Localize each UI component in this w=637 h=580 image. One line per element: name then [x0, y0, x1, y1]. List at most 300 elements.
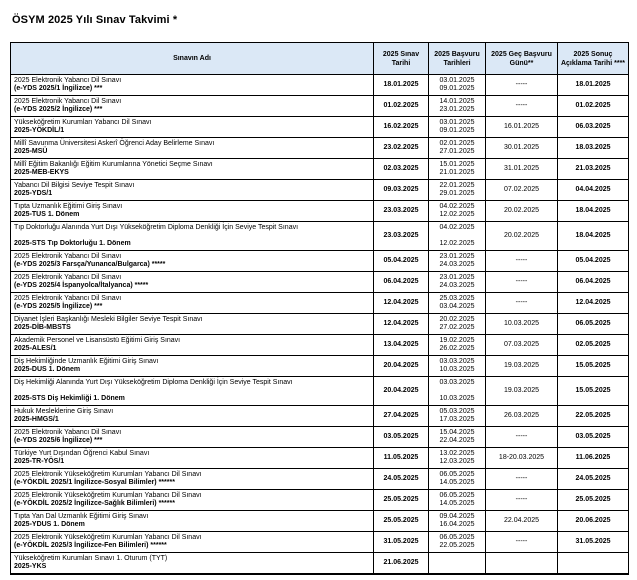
exam-schedule-table — [10, 42, 629, 575]
exam-date-cell — [374, 356, 429, 376]
table-row — [11, 356, 628, 377]
application-end-date: 14.05.2025 — [439, 479, 475, 486]
late-application-cell — [486, 117, 558, 137]
late-application-cell — [486, 138, 558, 158]
application-dates-cell — [429, 75, 486, 95]
table-row — [11, 222, 628, 251]
exam-name: 2025 Elektronik Yükseköğretim Kurumları Yabancı Dil Sınavı — [14, 533, 202, 541]
late-application-date: 20.02.2025 — [503, 206, 540, 214]
exam-name-cell — [11, 272, 374, 292]
exam-code: 2025-TR-YÖS/1 — [14, 458, 65, 465]
exam-code: 2025-YÖKDİL/1 — [14, 127, 65, 134]
exam-name: Hukuk Mesleklerine Giriş Sınavı — [14, 407, 114, 415]
table-row — [11, 335, 628, 356]
result-date-cell — [558, 469, 628, 489]
late-application-cell — [486, 553, 558, 573]
late-application-cell — [486, 293, 558, 313]
late-application-cell — [486, 356, 558, 376]
exam-name-cell — [11, 427, 374, 447]
table-row — [11, 180, 628, 201]
exam-code: 2025-STS Tıp Doktorluğu 1. Dönem — [14, 240, 131, 247]
exam-date-cell — [374, 553, 429, 573]
result-date: 31.05.2025 — [575, 537, 611, 545]
exam-code: (e-YDS 2025/3 Farsça/Yunanca/Bulgarca) ***** — [14, 261, 166, 268]
exam-date-cell — [374, 138, 429, 158]
exam-date-cell — [374, 314, 429, 334]
table-row — [11, 490, 628, 511]
column-header-label: Sınavın Adı — [173, 55, 211, 62]
result-date-cell — [558, 448, 628, 468]
exam-name-cell — [11, 356, 374, 376]
application-end-date: 14.05.2025 — [439, 500, 475, 507]
table-row — [11, 96, 628, 117]
application-dates-cell — [429, 222, 486, 250]
result-date-cell — [558, 272, 628, 292]
late-application-date: ----- — [515, 101, 528, 109]
exam-name-cell — [11, 96, 374, 116]
exam-date: 31.05.2025 — [383, 537, 419, 545]
late-application-date: ----- — [515, 474, 528, 482]
exam-name: 2025 Elektronik Yükseköğretim Kurumları Yabancı Dil Sınavı — [14, 491, 202, 499]
late-application-date: 18-20.03.2025 — [498, 453, 545, 461]
late-application-date: 07.02.2025 — [503, 185, 540, 193]
application-start-date: 14.01.2025 — [439, 97, 475, 105]
late-application-cell — [486, 180, 558, 200]
exam-date-cell — [374, 117, 429, 137]
exam-name-cell — [11, 511, 374, 531]
table-row — [11, 314, 628, 335]
table-header-row — [11, 43, 628, 75]
application-end-date: 23.01.2025 — [439, 106, 475, 113]
result-date-cell — [558, 251, 628, 271]
late-application-cell — [486, 96, 558, 116]
result-date: 22.05.2025 — [575, 411, 611, 419]
exam-date-cell — [374, 427, 429, 447]
application-end-date: 22.05.2025 — [439, 542, 475, 549]
table-body — [11, 75, 628, 574]
exam-date: 11.05.2025 — [383, 453, 419, 461]
application-dates-cell — [429, 469, 486, 489]
table-row — [11, 511, 628, 532]
application-start-date: 04.02.2025 — [439, 223, 475, 231]
exam-date-cell — [374, 490, 429, 510]
application-start-date: 13.02.2025 — [439, 449, 475, 457]
exam-date-cell — [374, 448, 429, 468]
table-row — [11, 532, 628, 553]
late-application-cell — [486, 511, 558, 531]
exam-name-cell — [11, 553, 374, 573]
result-date-cell — [558, 201, 628, 221]
result-date-cell — [558, 180, 628, 200]
exam-name: Diyanet İşleri Başkanlığı Mesleki Bilgiler Seviye Tespit Sınavı — [14, 315, 203, 323]
column-header-application-dates — [429, 43, 486, 74]
exam-code: (e-YÖKDİL 2025/3 İngilizce-Fen Bilimleri) ****** — [14, 542, 167, 549]
exam-date: 20.04.2025 — [383, 361, 419, 369]
application-dates-cell — [429, 180, 486, 200]
exam-date-cell — [374, 532, 429, 552]
exam-date: 05.04.2025 — [383, 256, 419, 264]
column-header-label: 2025 Sınav Tarihi — [382, 50, 420, 67]
exam-date-cell — [374, 377, 429, 405]
exam-date-cell — [374, 201, 429, 221]
late-application-date: 19.03.2025 — [503, 361, 540, 369]
late-application-cell — [486, 222, 558, 250]
result-date-cell — [558, 293, 628, 313]
application-dates-cell — [429, 117, 486, 137]
application-end-date: 12.02.2025 — [439, 240, 475, 247]
exam-date-cell — [374, 251, 429, 271]
exam-date-cell — [374, 272, 429, 292]
late-application-cell — [486, 469, 558, 489]
late-application-date: ----- — [515, 495, 528, 503]
result-date: 15.05.2025 — [575, 386, 611, 394]
exam-code: 2025-MEB-EKYS — [14, 169, 69, 176]
table-row — [11, 117, 628, 138]
exam-code: 2025-YDS/1 — [14, 190, 53, 197]
application-start-date: 15.04.2025 — [439, 428, 475, 436]
result-date-cell — [558, 314, 628, 334]
exam-name-cell — [11, 75, 374, 95]
exam-code: 2025-TUS 1. Dönem — [14, 211, 80, 218]
exam-code: 2025-YKS — [14, 563, 47, 570]
result-date: 03.05.2025 — [575, 432, 611, 440]
application-start-date: 04.02.2025 — [439, 202, 475, 210]
result-date: 18.01.2025 — [575, 80, 611, 88]
exam-name: Tıpta Yan Dal Uzmanlık Eğitimi Giriş Sınavı — [14, 512, 149, 520]
late-application-cell — [486, 406, 558, 426]
table-row — [11, 553, 628, 574]
late-application-cell — [486, 75, 558, 95]
exam-name-cell — [11, 138, 374, 158]
exam-date-cell — [374, 75, 429, 95]
application-end-date: 12.02.2025 — [439, 211, 475, 218]
exam-code: 2025-STS Diş Hekimliği 1. Dönem — [14, 395, 125, 402]
exam-name: 2025 Elektronik Yabancı Dil Sınavı — [14, 252, 122, 260]
result-date-cell — [558, 427, 628, 447]
exam-date: 27.04.2025 — [383, 411, 419, 419]
exam-name: Yükseköğretim Kurumları Yabancı Dil Sınavı — [14, 118, 152, 126]
table-row — [11, 159, 628, 180]
late-application-date: ----- — [515, 256, 528, 264]
exam-name-cell — [11, 406, 374, 426]
late-application-date: ----- — [515, 277, 528, 285]
exam-date: 03.05.2025 — [383, 432, 419, 440]
application-end-date: 22.04.2025 — [439, 437, 475, 444]
table-row — [11, 469, 628, 490]
column-header-late-application — [486, 43, 558, 74]
result-date: 11.06.2025 — [575, 453, 611, 461]
table-row — [11, 427, 628, 448]
exam-code: (e-YDS 2025/4 İspanyolca/İtalyanca) ***** — [14, 282, 149, 289]
application-dates-cell — [429, 272, 486, 292]
exam-date: 25.05.2025 — [383, 516, 419, 524]
late-application-cell — [486, 377, 558, 405]
table-row — [11, 293, 628, 314]
application-dates-cell — [429, 377, 486, 405]
exam-name: 2025 Elektronik Yabancı Dil Sınavı — [14, 273, 122, 281]
application-dates-cell — [429, 427, 486, 447]
exam-date: 24.05.2025 — [383, 474, 419, 482]
result-date-cell — [558, 532, 628, 552]
application-end-date: 10.03.2025 — [439, 395, 475, 402]
result-date: 24.05.2025 — [575, 474, 611, 482]
application-start-date: 20.02.2025 — [439, 315, 475, 323]
exam-name: Diş Hekimliğinde Uzmanlık Eğitimi Giriş Sınavı — [14, 357, 159, 365]
exam-date-cell — [374, 159, 429, 179]
application-start-date: 23.01.2025 — [439, 273, 475, 281]
exam-date: 20.04.2025 — [383, 386, 419, 394]
exam-name-cell — [11, 117, 374, 137]
application-dates-cell — [429, 314, 486, 334]
application-start-date: 22.01.2025 — [439, 181, 475, 189]
application-dates-cell — [429, 406, 486, 426]
exam-code: 2025-YDUS 1. Dönem — [14, 521, 85, 528]
application-start-date: 15.01.2025 — [439, 160, 475, 168]
result-date-cell — [558, 511, 628, 531]
application-dates-cell — [429, 511, 486, 531]
exam-name-cell — [11, 377, 374, 405]
exam-code: 2025-DİB-MBSTS — [14, 324, 71, 331]
late-application-cell — [486, 314, 558, 334]
exam-name-cell — [11, 448, 374, 468]
late-application-date: 26.03.2025 — [503, 411, 540, 419]
late-application-date: 30.01.2025 — [503, 143, 540, 151]
exam-name-cell — [11, 490, 374, 510]
exam-date: 06.04.2025 — [383, 277, 419, 285]
result-date-cell — [558, 335, 628, 355]
column-header-exam-name — [11, 43, 374, 74]
late-application-cell — [486, 490, 558, 510]
table-row — [11, 201, 628, 222]
exam-date-cell — [374, 511, 429, 531]
application-dates-cell — [429, 96, 486, 116]
exam-date-cell — [374, 335, 429, 355]
result-date: 06.03.2025 — [575, 122, 611, 130]
exam-date-cell — [374, 180, 429, 200]
exam-name-cell — [11, 293, 374, 313]
application-dates-cell — [429, 138, 486, 158]
result-date-cell — [558, 356, 628, 376]
result-date-cell — [558, 138, 628, 158]
application-end-date: 09.01.2025 — [439, 127, 475, 134]
application-end-date: 29.01.2025 — [439, 190, 475, 197]
exam-date-cell — [374, 406, 429, 426]
exam-date: 23.03.2025 — [383, 206, 419, 214]
application-dates-cell — [429, 159, 486, 179]
late-application-date: 07.03.2025 — [503, 340, 540, 348]
table-row — [11, 138, 628, 159]
late-application-date: 20.02.2025 — [503, 231, 540, 239]
exam-name-cell — [11, 251, 374, 271]
exam-name: Diş Hekimliği Alanında Yurt Dışı Yükseköğretim Diploma Denkliği İçin Seviye Tespit Sınavı — [14, 378, 293, 386]
application-dates-cell — [429, 251, 486, 271]
exam-name: 2025 Elektronik Yabancı Dil Sınavı — [14, 76, 122, 84]
application-start-date: 23.01.2025 — [439, 252, 475, 260]
exam-date-cell — [374, 293, 429, 313]
result-date: 02.05.2025 — [575, 340, 611, 348]
exam-name-cell — [11, 180, 374, 200]
result-date: 20.06.2025 — [575, 516, 611, 524]
table-row — [11, 377, 628, 406]
result-date: 06.05.2025 — [575, 319, 611, 327]
result-date: 01.02.2025 — [575, 101, 611, 109]
late-application-date: 16.01.2025 — [503, 122, 540, 130]
exam-code: 2025-MSÜ — [14, 148, 48, 155]
exam-date: 18.01.2025 — [383, 80, 419, 88]
late-application-date: 22.04.2025 — [503, 516, 540, 524]
application-end-date: 27.01.2025 — [439, 148, 475, 155]
application-end-date: 21.01.2025 — [439, 169, 475, 176]
table-row — [11, 75, 628, 96]
exam-name: 2025 Elektronik Yükseköğretim Kurumları Yabancı Dil Sınavı — [14, 470, 202, 478]
page-title: ÖSYM 2025 Yılı Sınav Takvimi * — [12, 14, 178, 26]
table-row — [11, 251, 628, 272]
exam-name-cell — [11, 335, 374, 355]
exam-code: 2025-DUS 1. Dönem — [14, 366, 81, 373]
application-start-date: 03.01.2025 — [439, 118, 475, 126]
result-date: 04.04.2025 — [575, 185, 611, 193]
result-date-cell — [558, 377, 628, 405]
application-end-date: 17.03.2025 — [439, 416, 475, 423]
exam-date-cell — [374, 96, 429, 116]
application-dates-cell — [429, 356, 486, 376]
exam-date: 13.04.2025 — [383, 340, 419, 348]
table-row — [11, 272, 628, 293]
exam-name-cell — [11, 532, 374, 552]
exam-name: 2025 Elektronik Yabancı Dil Sınavı — [14, 97, 122, 105]
result-date-cell — [558, 96, 628, 116]
exam-date: 12.04.2025 — [383, 298, 419, 306]
table-row — [11, 448, 628, 469]
result-date: 21.03.2025 — [575, 164, 611, 172]
exam-name-cell — [11, 222, 374, 250]
late-application-date: 31.01.2025 — [503, 164, 540, 172]
exam-date: 01.02.2025 — [383, 101, 419, 109]
result-date-cell — [558, 222, 628, 250]
exam-name: Millî Savunma Üniversitesi Askerî Öğrenci Aday Belirleme Sınavı — [14, 139, 215, 147]
exam-name: Tıp Doktorluğu Alanında Yurt Dışı Yükseköğretim Diploma Denkliği İçin Seviye Tespit Sınavı — [14, 223, 299, 231]
result-date-cell — [558, 490, 628, 510]
exam-name: Yükseköğretim Kurumları Sınavı 1. Oturum (TYT) — [14, 554, 168, 562]
late-application-cell — [486, 251, 558, 271]
late-application-date: ----- — [515, 537, 528, 545]
column-header-label: 2025 Geç Başvuru Günü** — [491, 50, 552, 67]
exam-name: Tıpta Uzmanlık Eğitimi Giriş Sınavı — [14, 202, 123, 210]
late-application-cell — [486, 532, 558, 552]
application-end-date: 03.04.2025 — [439, 303, 475, 310]
exam-date: 25.05.2025 — [383, 495, 419, 503]
application-start-date: 06.05.2025 — [439, 491, 475, 499]
late-application-cell — [486, 335, 558, 355]
exam-code: 2025-ALES/1 — [14, 345, 57, 352]
document-page — [0, 14, 637, 580]
result-date: 05.04.2025 — [575, 256, 611, 264]
application-start-date: 05.03.2025 — [439, 407, 475, 415]
column-header-label: 2025 Sonuç Açıklama Tarihi **** — [560, 50, 626, 67]
table-row — [11, 406, 628, 427]
late-application-date: 19.03.2025 — [503, 386, 540, 394]
exam-name-cell — [11, 159, 374, 179]
application-start-date: 03.03.2025 — [439, 357, 475, 365]
application-dates-cell — [429, 448, 486, 468]
application-end-date: 26.02.2025 — [439, 345, 475, 352]
application-end-date: 24.03.2025 — [439, 261, 475, 268]
exam-name: Millî Eğitim Bakanlığı Eğitim Kurumlarına Yönetici Seçme Sınavı — [14, 160, 213, 168]
result-date: 18.03.2025 — [575, 143, 611, 151]
exam-code: (e-YDS 2025/6 İngilizce) *** — [14, 437, 103, 444]
application-end-date: 10.03.2025 — [439, 366, 475, 373]
result-date-cell — [558, 159, 628, 179]
application-start-date: 09.04.2025 — [439, 512, 475, 520]
exam-name-cell — [11, 314, 374, 334]
exam-code: (e-YDS 2025/2 İngilizce) *** — [14, 106, 103, 113]
late-application-cell — [486, 272, 558, 292]
late-application-cell — [486, 201, 558, 221]
result-date: 18.04.2025 — [575, 206, 611, 214]
exam-name-cell — [11, 469, 374, 489]
exam-date-cell — [374, 469, 429, 489]
exam-date: 23.02.2025 — [383, 143, 419, 151]
exam-date: 02.03.2025 — [383, 164, 419, 172]
late-application-date: ----- — [515, 432, 528, 440]
application-start-date: 03.03.2025 — [439, 378, 475, 386]
application-end-date: 09.01.2025 — [439, 85, 475, 92]
exam-code: (e-YÖKDİL 2025/2 İngilizce-Sağlık Bilimleri) ****** — [14, 500, 175, 507]
exam-date: 23.03.2025 — [383, 231, 419, 239]
exam-date: 16.02.2025 — [383, 122, 419, 130]
application-dates-cell — [429, 201, 486, 221]
application-end-date: 12.03.2025 — [439, 458, 475, 465]
exam-code: (e-YÖKDİL 2025/1 İngilizce-Sosyal Bilimler) ****** — [14, 479, 175, 486]
exam-code: (e-YDS 2025/5 İngilizce) *** — [14, 303, 103, 310]
application-start-date: 03.01.2025 — [439, 76, 475, 84]
application-dates-cell — [429, 490, 486, 510]
application-end-date: 27.02.2025 — [439, 324, 475, 331]
exam-name-cell — [11, 201, 374, 221]
result-date: 18.04.2025 — [575, 231, 611, 239]
result-date-cell — [558, 553, 628, 573]
exam-name: Akademik Personel ve Lisansüstü Eğitimi Giriş Sınavı — [14, 336, 181, 344]
result-date-cell — [558, 117, 628, 137]
application-dates-cell — [429, 335, 486, 355]
exam-date: 21.06.2025 — [383, 558, 419, 566]
exam-date: 12.04.2025 — [383, 319, 419, 327]
result-date-cell — [558, 406, 628, 426]
late-application-date: ----- — [515, 298, 528, 306]
result-date: 25.05.2025 — [575, 495, 611, 503]
exam-code: 2025-HMGS/1 — [14, 416, 59, 423]
late-application-date: ----- — [515, 80, 528, 88]
column-header-label: 2025 Başvuru Tarihleri — [434, 50, 480, 67]
exam-date: 09.03.2025 — [383, 185, 419, 193]
application-start-date: 19.02.2025 — [439, 336, 475, 344]
exam-date-cell — [374, 222, 429, 250]
exam-name: 2025 Elektronik Yabancı Dil Sınavı — [14, 428, 122, 436]
application-dates-cell — [429, 553, 486, 573]
application-dates-cell — [429, 293, 486, 313]
application-start-date: 06.05.2025 — [439, 470, 475, 478]
late-application-cell — [486, 427, 558, 447]
result-date-cell — [558, 75, 628, 95]
exam-name: 2025 Elektronik Yabancı Dil Sınavı — [14, 294, 122, 302]
application-dates-cell — [429, 532, 486, 552]
late-application-cell — [486, 159, 558, 179]
result-date: 15.05.2025 — [575, 361, 611, 369]
application-start-date: 06.05.2025 — [439, 533, 475, 541]
exam-code: (e-YDS 2025/1 İngilizce) *** — [14, 85, 103, 92]
exam-name: Türkiye Yurt Dışından Öğrenci Kabul Sınavı — [14, 449, 150, 457]
application-end-date: 24.03.2025 — [439, 282, 475, 289]
